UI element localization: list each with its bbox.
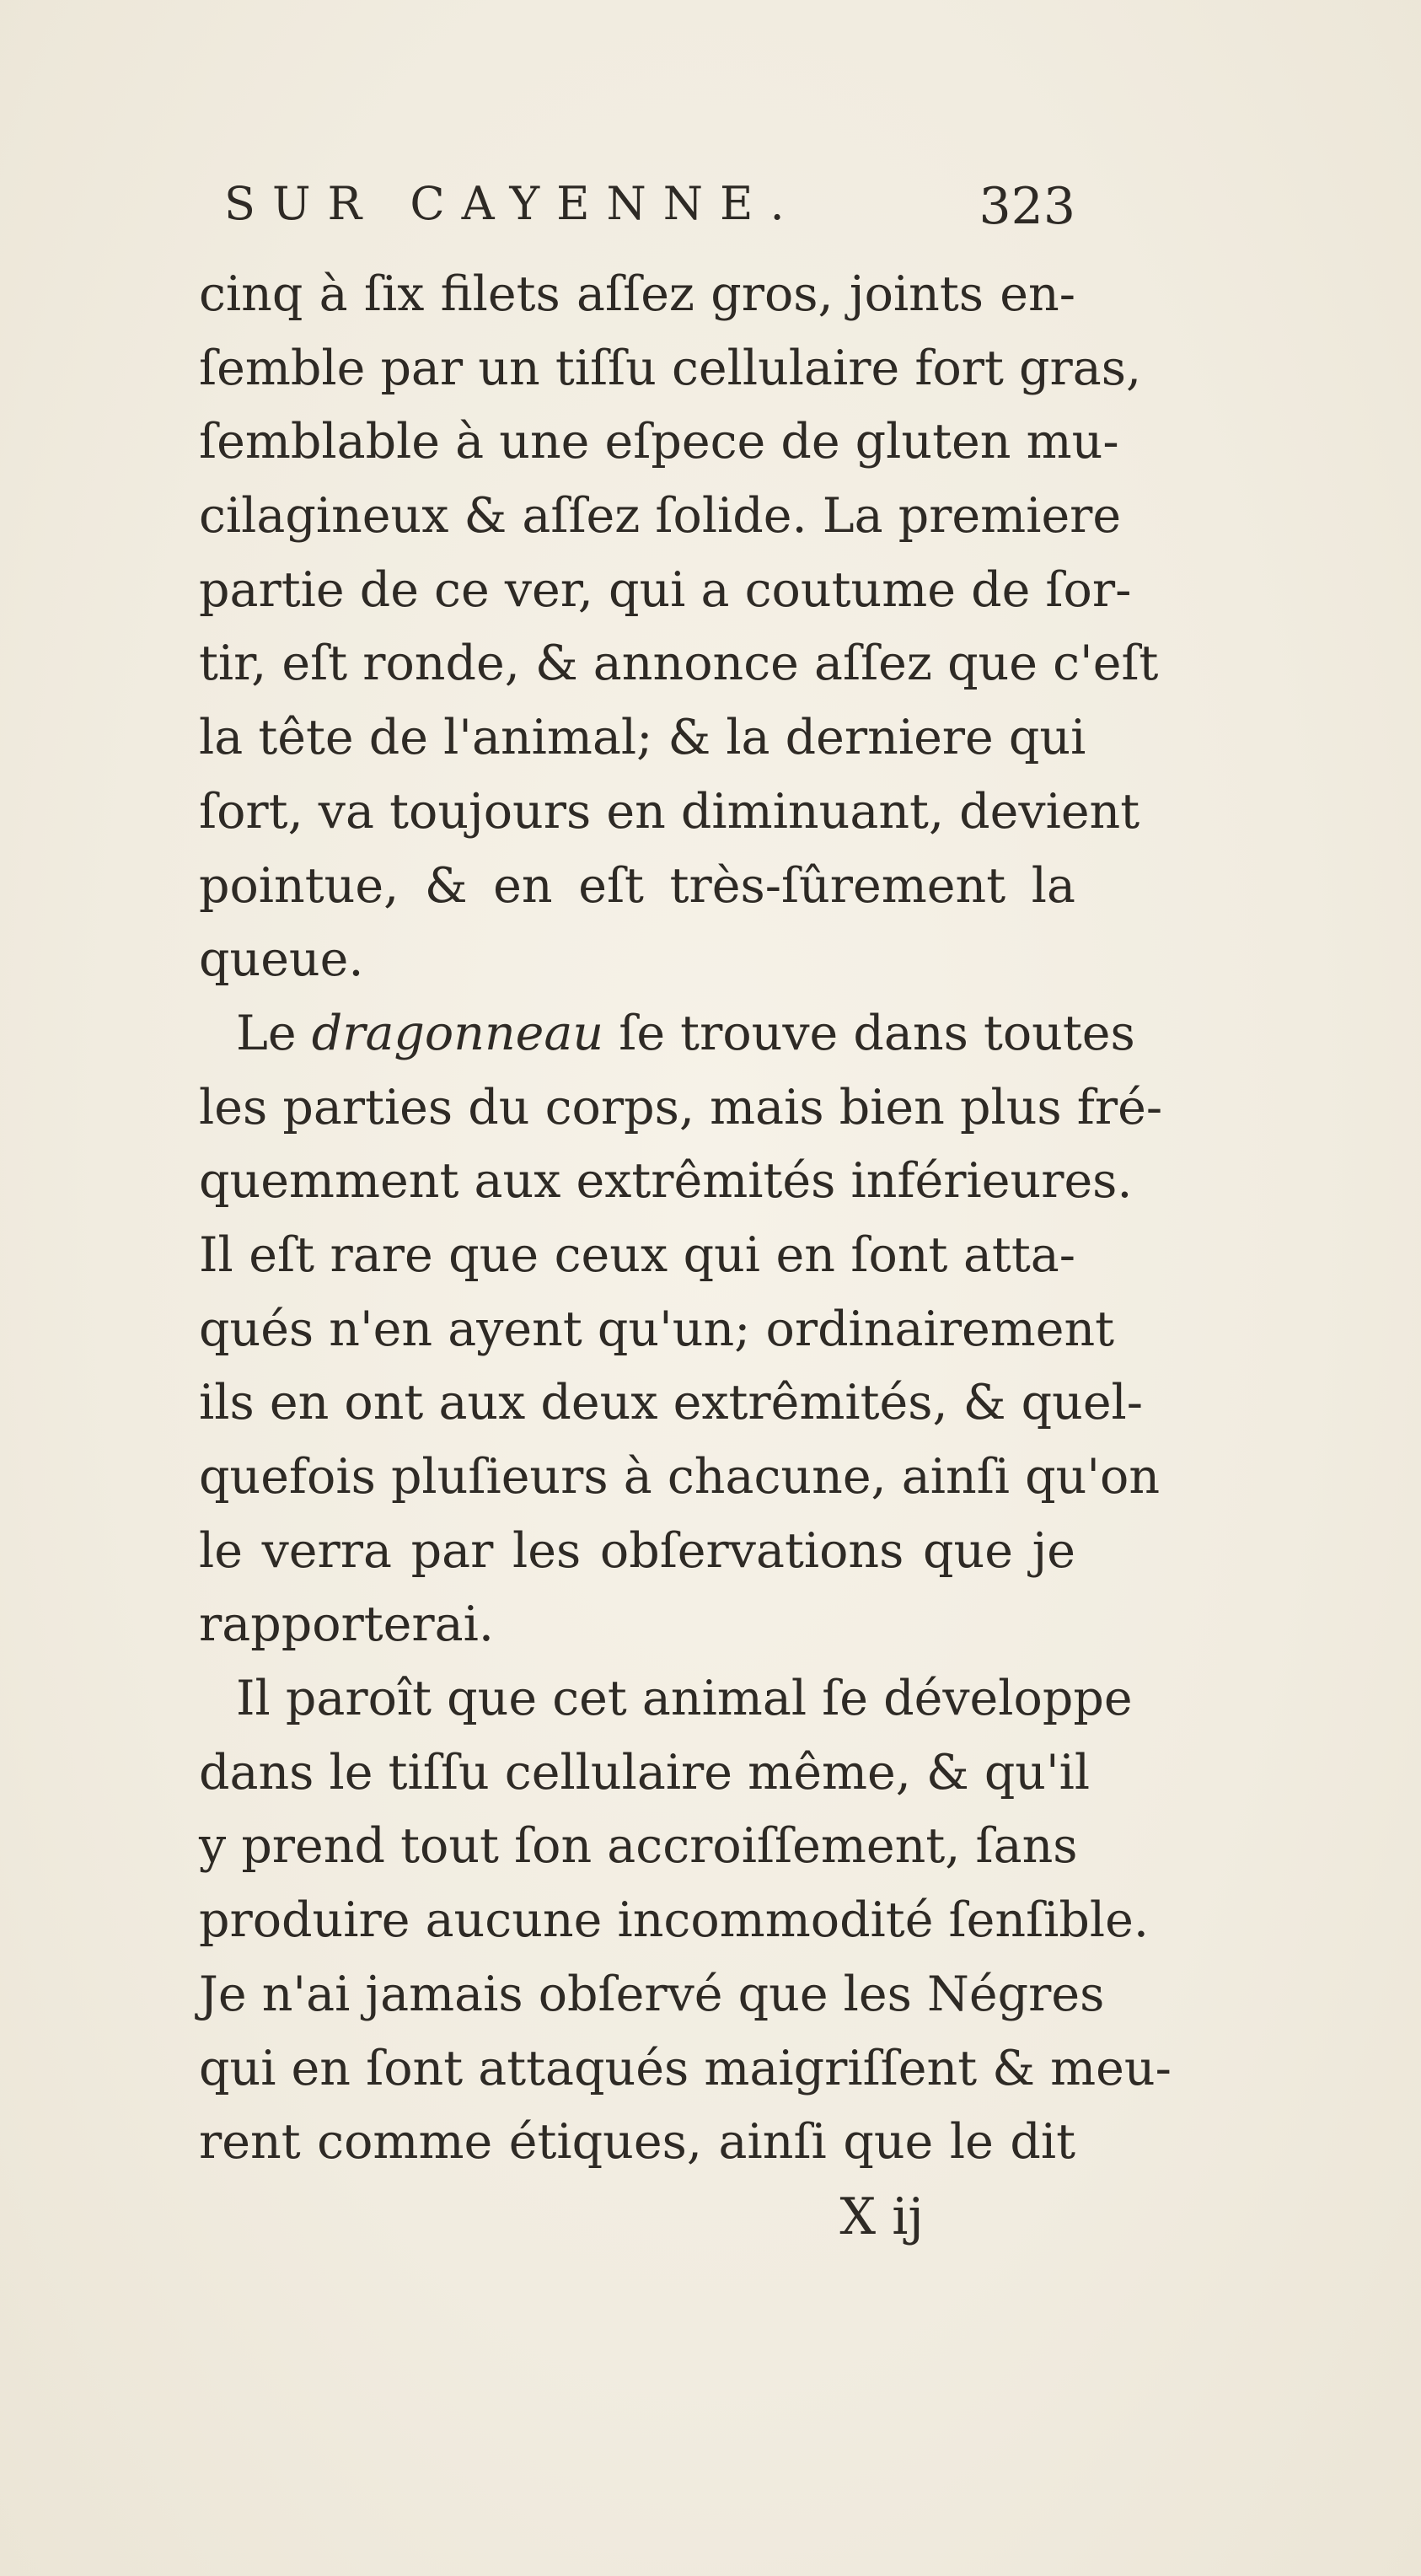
paragraph-start-line (199, 997, 1135, 1071)
text-line: les parties du corps, mais bien plus fré- (199, 1079, 1163, 1135)
text-line: qui en ſont attaqués maigriſſent & meu- (199, 2040, 1172, 2096)
text-line: partie de ce ver, qui a coutume de ſor- (199, 561, 1132, 618)
text-line: quemment aux extrêmités inférieures. (199, 1153, 1133, 1210)
italic-term: dragonneau (311, 1005, 604, 1061)
signature-mark: X ij (839, 2187, 924, 2246)
text-line: Il eſt rare que ceux qui en ſont atta- (199, 1226, 1075, 1283)
text-line: dans le tiſſu cellulaire même, & qu'il (199, 1744, 1091, 1801)
page-number: 323 (979, 177, 1075, 236)
text-line: y prend tout ſon accroiſſement, ſans (199, 1818, 1078, 1875)
text-line: qués n'en ayent qu'un; ordinairement (199, 1301, 1115, 1357)
text-run: ſe trouve dans toutes (619, 1005, 1135, 1061)
text-line: cilagineux & aſſez ſolide. La premiere (199, 488, 1122, 545)
paragraph-start-line: Il paroît que cet animal ſe développe (236, 1671, 1133, 1727)
text-line: Je n'ai jamais obſervé que les Négres (199, 1966, 1105, 2022)
text-line: ils en ont aux deux extrêmités, & quel- (199, 1375, 1144, 1431)
running-head (199, 177, 1075, 258)
text-run: Le (236, 1005, 297, 1061)
text-line: ſort, va toujours en diminuant, devient (199, 783, 1140, 840)
text-line: produire aucune incommodité ſenſible. (199, 1892, 1149, 1949)
text-line: cinq à ſix filets aſſez gros, joints en- (199, 266, 1075, 322)
text-line: le verra par les obſervations que je (199, 1522, 1075, 1579)
text-line: tir, eſt ronde, & annonce aſſez que c'eſt (199, 636, 1159, 692)
text-line: queue. (199, 931, 364, 988)
text-line: ſemble par un tiſſu cellulaire fort gras, (199, 340, 1142, 396)
text-block (199, 177, 1172, 2254)
running-title: SUR CAYENNE. (224, 177, 802, 230)
text-line: quefois pluſieurs à chacune, ainſi qu'on (199, 1449, 1161, 1505)
text-line: rapporterai. (199, 1597, 494, 1653)
text-line: ſemblable à une eſpece de gluten mu- (199, 414, 1119, 470)
text-line: rent comme étiques, ainſi que le dit (199, 2114, 1075, 2171)
text-line: pointue, & en eſt très-ſûrement la (199, 857, 1075, 914)
text-line: la tête de l'animal; & la derniere qui (199, 710, 1086, 766)
